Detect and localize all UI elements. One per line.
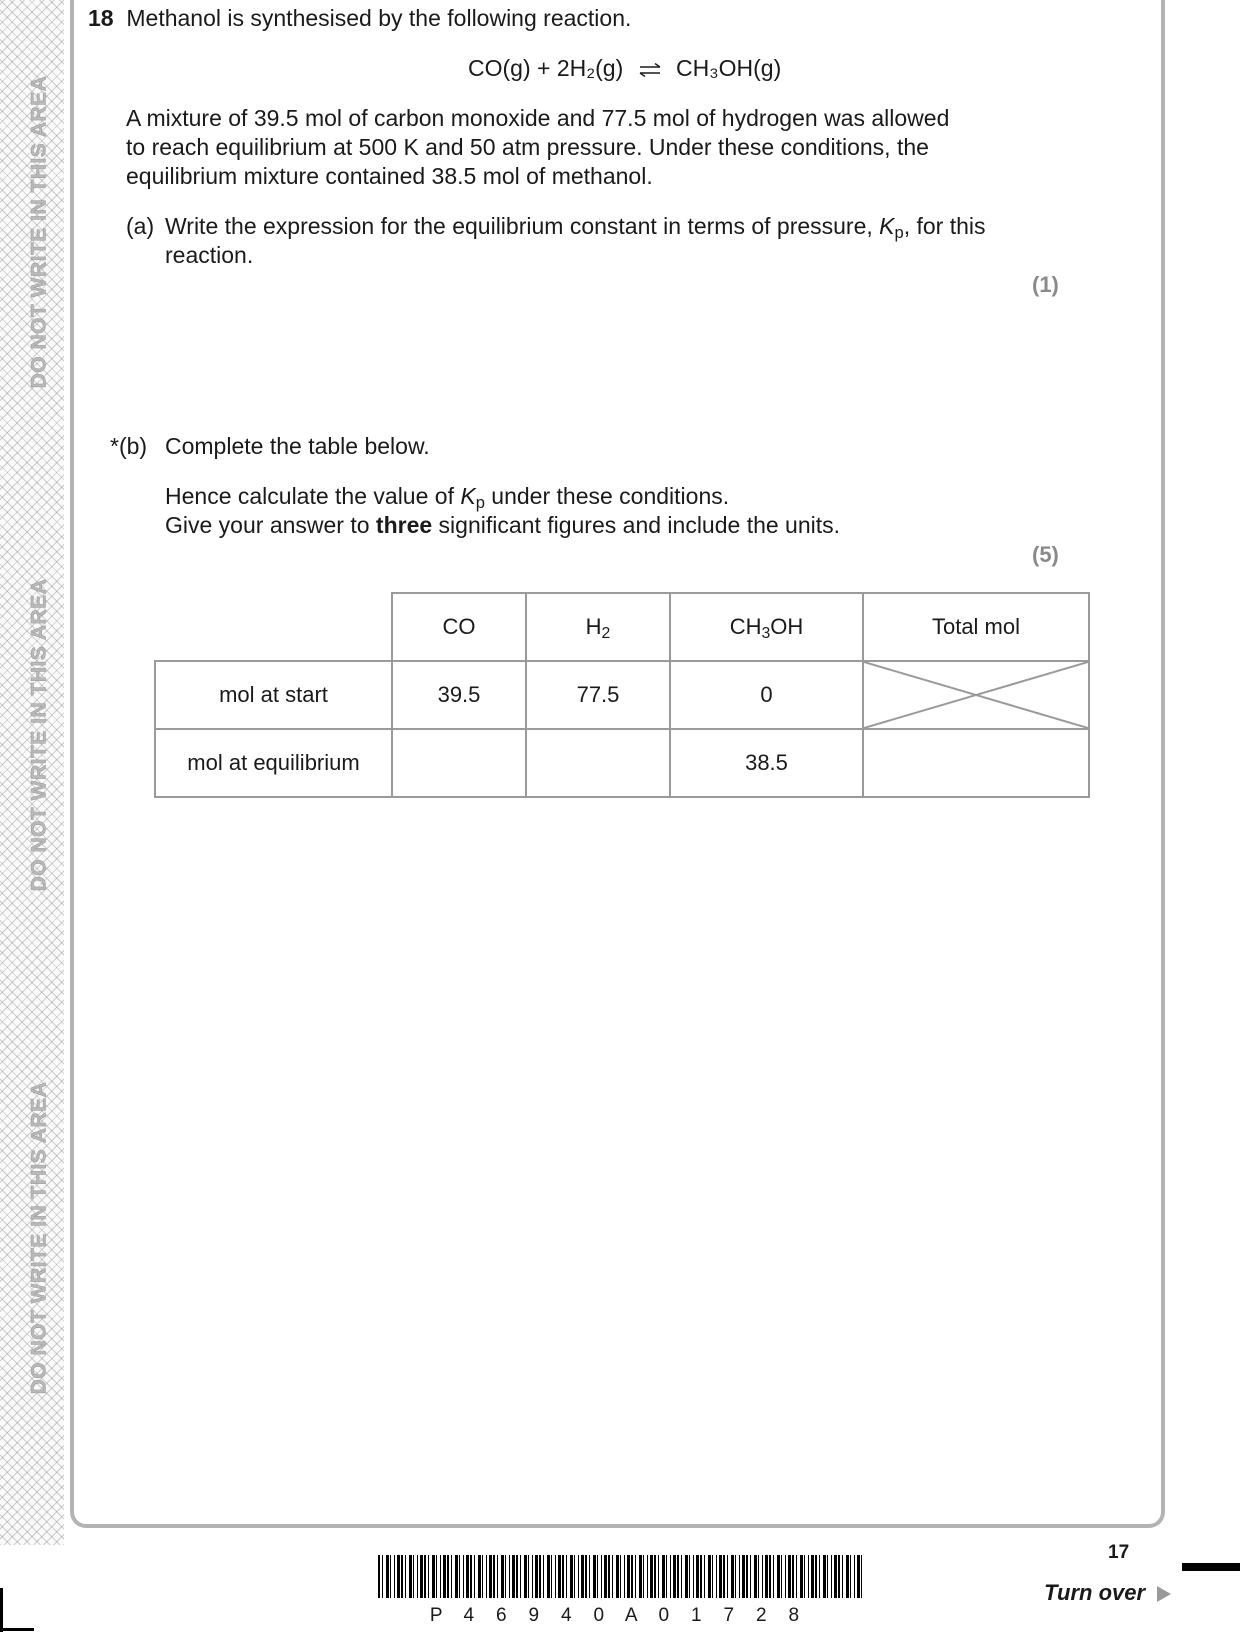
header-total: Total mol: [863, 593, 1089, 661]
cell-co-answer[interactable]: [392, 729, 526, 797]
question-number: 18: [88, 5, 114, 31]
cross-out-icon: [864, 662, 1088, 728]
barcode-digits: P 4 6 9 4 0 A 0 1 7 2 8: [429, 1605, 800, 1626]
table-row: [155, 661, 1089, 729]
turn-over-label: Turn over: [1044, 1580, 1146, 1605]
header-co: CO: [392, 593, 526, 661]
crop-mark-vertical: [0, 1588, 3, 1632]
info-line: equilibrium mixture contained 38.5 mol of methanol.: [126, 163, 653, 189]
crop-mark-horizontal: [0, 1628, 34, 1631]
turn-over-arrow-icon: [1156, 1585, 1172, 1603]
equation-products: CH₃OH(g): [676, 55, 782, 81]
cell-total-crossed: [863, 661, 1089, 729]
margin-warning-2: DO NOT WRITE IN THIS AREA: [27, 578, 50, 892]
cell-h2-answer[interactable]: [526, 729, 670, 797]
margin-warning-3: DO NOT WRITE IN THIS AREA: [27, 1081, 50, 1395]
question-stem-text: Methanol is synthesised by the following reaction.: [126, 5, 632, 31]
page-edge-mark: [1182, 1563, 1240, 1571]
row-label: mol at start: [155, 661, 392, 729]
question-info: [126, 104, 949, 191]
table-header-row: [155, 593, 1089, 661]
row-label: mol at equilibrium: [155, 729, 392, 797]
part-a-text: Write the expression for the equilibrium constant in terms of pressure, $K_p$, for this reaction.: [165, 213, 986, 268]
margin-warning-1: DO NOT WRITE IN THIS AREA: [27, 75, 50, 389]
reaction-equation: [468, 54, 781, 83]
equilibrium-arrows-icon: [638, 63, 662, 77]
cell-total-answer[interactable]: [863, 729, 1089, 797]
table-row: [155, 729, 1089, 797]
info-line: A mixture of 39.5 mol of carbon monoxide and 77.5 mol of hydrogen was allowed: [126, 105, 950, 131]
part-b-label: *(b): [110, 433, 148, 459]
equation-reactants: CO(g) + 2H₂(g): [468, 55, 624, 81]
cell-co: 39.5: [392, 661, 526, 729]
header-ch3oh: $CH_3OH$: [670, 593, 863, 661]
equilibrium-table: [154, 592, 1090, 798]
part-b-instruction: Complete the table below.: [165, 433, 430, 459]
part-b-hence: Hence calculate the value of $K_p$ under these conditions. Give your answer to three significant figures and include the units.: [165, 483, 841, 538]
cell-ch3oh: 38.5: [670, 729, 863, 797]
page-number: 17: [1108, 1542, 1130, 1563]
header-h2: $H_2$: [526, 593, 670, 661]
part-a-label: (a): [126, 213, 155, 239]
part-b-marks: (5): [1032, 542, 1059, 567]
barcode: [378, 1555, 862, 1598]
cell-h2: 77.5: [526, 661, 670, 729]
info-line: to reach equilibrium at 500 K and 50 atm pressure. Under these conditions, the: [126, 134, 929, 160]
table-corner: [155, 593, 392, 661]
question-stem: [88, 4, 631, 33]
part-a-marks: (1): [1032, 272, 1059, 297]
cell-ch3oh: 0: [670, 661, 863, 729]
